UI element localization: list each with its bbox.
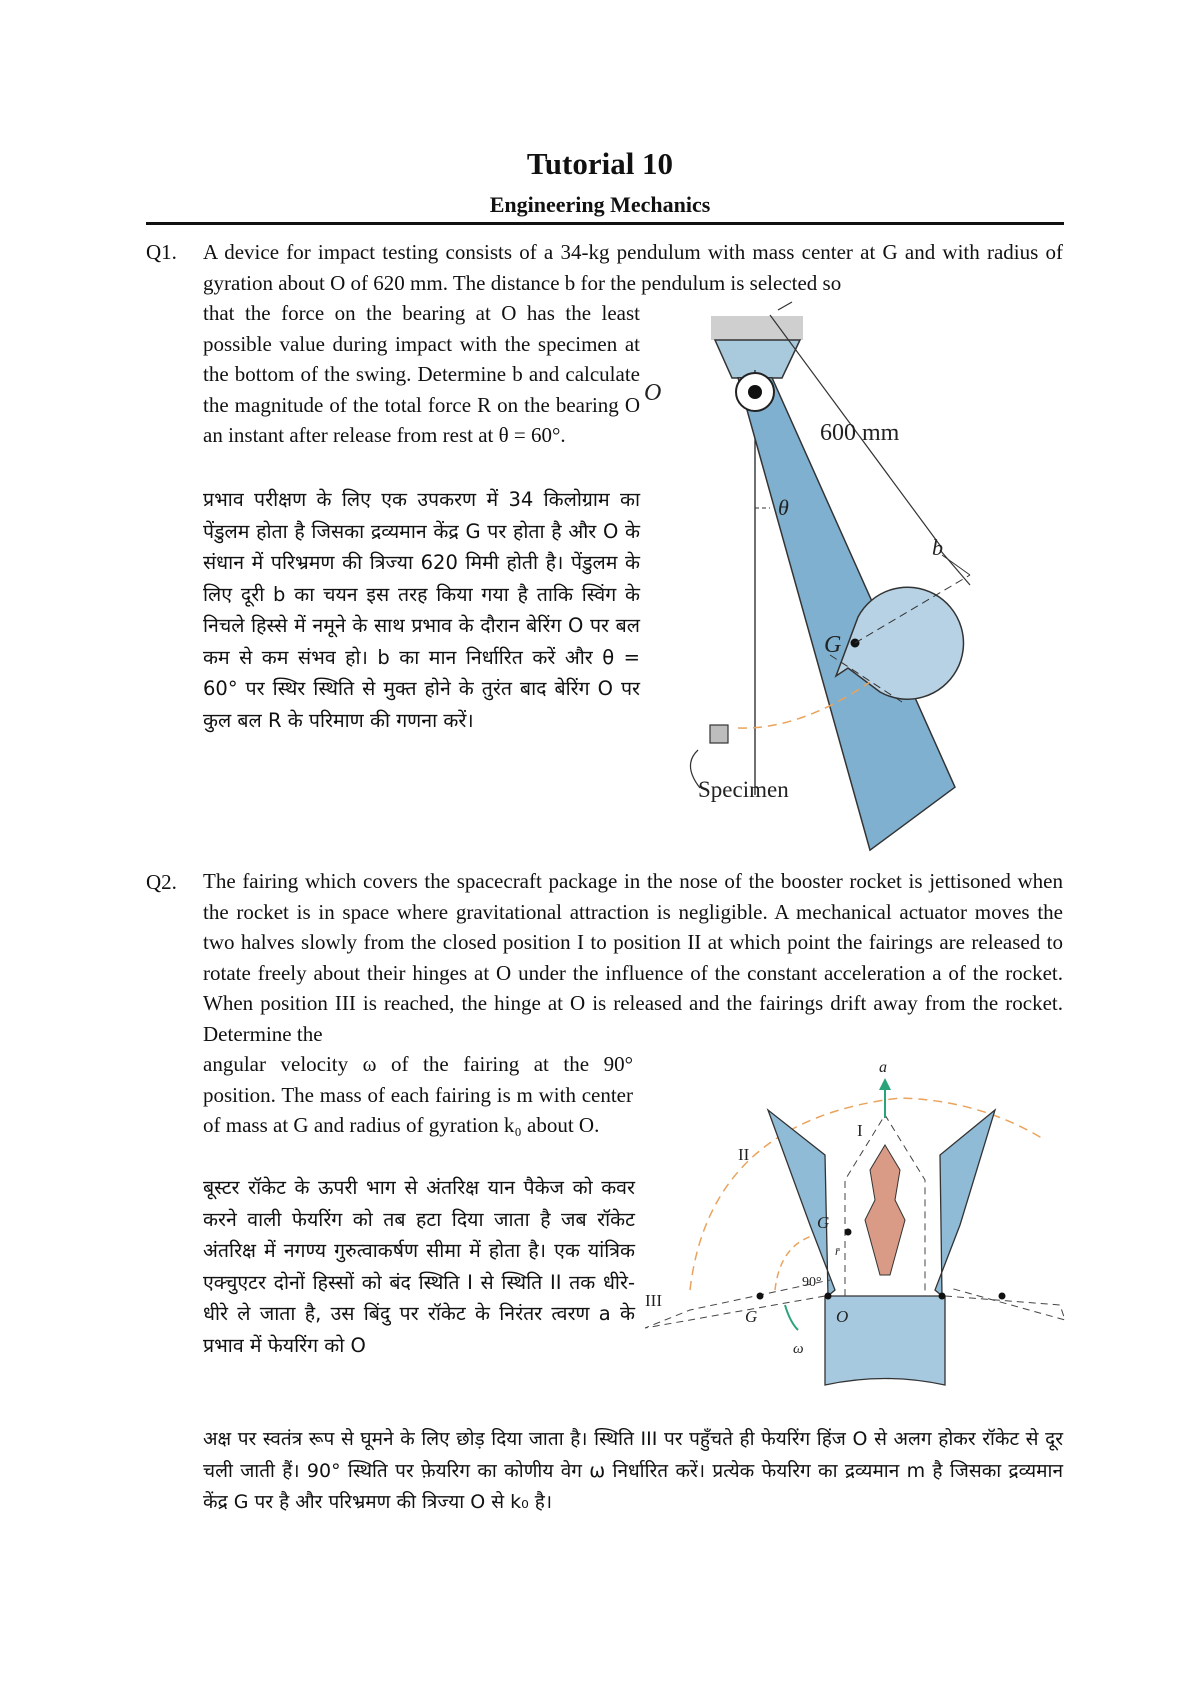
- ninety-degree-label: 90°: [802, 1275, 822, 1290]
- G-label-III: G: [745, 1307, 758, 1326]
- omega-arrow: [785, 1305, 798, 1330]
- q1-english-full: A device for impact testing consists of a 34-kg pendulum with mass center at G and with radius of gyration about O of 620 mm. The distance b for the pendulum is selected so: [203, 240, 1063, 295]
- omega-label: ω: [793, 1341, 804, 1357]
- title-rule: [146, 222, 1064, 225]
- G-dot-II: [845, 1229, 852, 1236]
- specimen-label: Specimen: [698, 777, 789, 802]
- hinge-O-dot: [825, 1293, 832, 1300]
- swing-arc-outer: [690, 1098, 1045, 1290]
- fairing-right: [935, 1110, 995, 1296]
- theta-label: θ: [778, 495, 789, 520]
- fairing-left: [768, 1110, 835, 1296]
- acceleration-arrowhead: [879, 1078, 891, 1090]
- II-label: II: [738, 1145, 750, 1164]
- ceiling-support: [711, 316, 803, 340]
- q1-hindi: प्रभाव परीक्षण के लिए एक उपकरण में 34 किलोग्राम का पेंडुलम होता है जिसका द्रव्यमान केंद्र G पर होता है और O के संधान में परिभ्रमण की त्रिज्या 620 मिमी होती है। पेंडुलम के लिए दूरी b का चयन इस तरह किया गया है ताकि स्विंग के निचले हिस्से में नमूने के साथ प्रभाव के दौरान बेरिंग O पर बल कम से कम संभव हो। b का मान निर्धारित करें और θ = 60° पर स्थिर स्थिति से मुक्त होने के तुरंत बाद बेरिंग O पर कुल बल R के परिमाण की गणना करें।: [203, 488, 640, 732]
- q1-pendulum-figure: [644, 310, 1070, 825]
- q2-english-full: The fairing which covers the spacecraft package in the nose of the booster rocket is jettisoned when the rocket is in space where gravitational attraction is negligible. A mechanical actuator moves the two halves slowly from the closed position I to position II at which point the fairings are released to rotate freely about their hinges at O under the influence of the constant acceleration a of the rocket. When position III is reached, the hinge at O is released and the fairings drift away from the rocket. Determine the: [203, 869, 1063, 1046]
- r-label: r̄: [835, 1244, 840, 1258]
- dimension-tick-bottom: [940, 550, 970, 585]
- b-label: b: [932, 535, 943, 560]
- q1-number: Q1.: [146, 240, 177, 264]
- I-label: I: [857, 1121, 863, 1140]
- position-III-right-outline: [945, 1288, 1065, 1320]
- bearing-pin: [748, 385, 762, 399]
- b-dimension-line: [942, 555, 970, 575]
- q1-english-wrap: that the force on the bearing at O has the least possible value during impact with the specimen at the bottom of the swing. Determine b and calculate the magnitude of the total force R on the bearing O an instant after release from rest at θ = 60°.: [203, 301, 640, 447]
- a-label: a: [879, 1059, 887, 1076]
- G-dot-right: [999, 1293, 1006, 1300]
- G-label-II: G: [817, 1213, 830, 1232]
- specimen-block: [710, 725, 728, 743]
- spacecraft-payload: [865, 1145, 905, 1275]
- q2-fairing-figure: [645, 1059, 1065, 1395]
- dimension-tick-top: [778, 302, 792, 310]
- length-label: 600 mm: [820, 420, 900, 446]
- q2-english-wrap: angular velocity ω of the fairing at the 90° position. The mass of each fairing is m with center of mass at G and radius of gyration k₀ about O.: [203, 1052, 633, 1137]
- page-subtitle: Engineering Mechanics: [489, 192, 711, 217]
- III-label: III: [645, 1291, 662, 1310]
- q2-hindi-wrap: बूस्टर रॉकेट के ऊपरी भाग से अंतरिक्ष यान पैकेज को कवर करने वाली फेयरिंग को तब हटा दिया जाता है जब रॉकेट अंतरिक्ष में नगण्य गुरुत्वाकर्षण सीमा में होता है। एक यांत्रिक एक्चुएटर दोनों हिस्सों को बंद स्थिति I से स्थिति II तक धीरे-धीरे ले जाता है, उस बिंदु पर रॉकेट के निरंतर त्वरण a के प्रभाव में फेयरिंग को O: [203, 1176, 635, 1357]
- q2-number: Q2.: [146, 870, 177, 894]
- q2-hindi-full: अक्ष पर स्वतंत्र रूप से घूमने के लिए छोड़ दिया जाता है। स्थिति III पर पहुँचते ही फेयरिंग हिंज O से अलग होकर रॉकेट से दूर चली जाती हैं। 90° स्थिति पर फ़ेयरिग का कोणीय वेग ω निर्धारित करें। प्रत्येक फेयरिग का द्रव्यमान m है जिसका द्रव्यमान केंद्र G पर है और परिभ्रमण की त्रिज्या O से k₀ है।: [203, 1428, 1063, 1513]
- page-title: Tutorial 10: [526, 146, 674, 181]
- O-label: O: [836, 1307, 849, 1326]
- O-label: O: [644, 380, 662, 406]
- G-label: G: [824, 632, 842, 658]
- G-dot-III: [757, 1293, 764, 1300]
- hinge-right-dot: [939, 1293, 946, 1300]
